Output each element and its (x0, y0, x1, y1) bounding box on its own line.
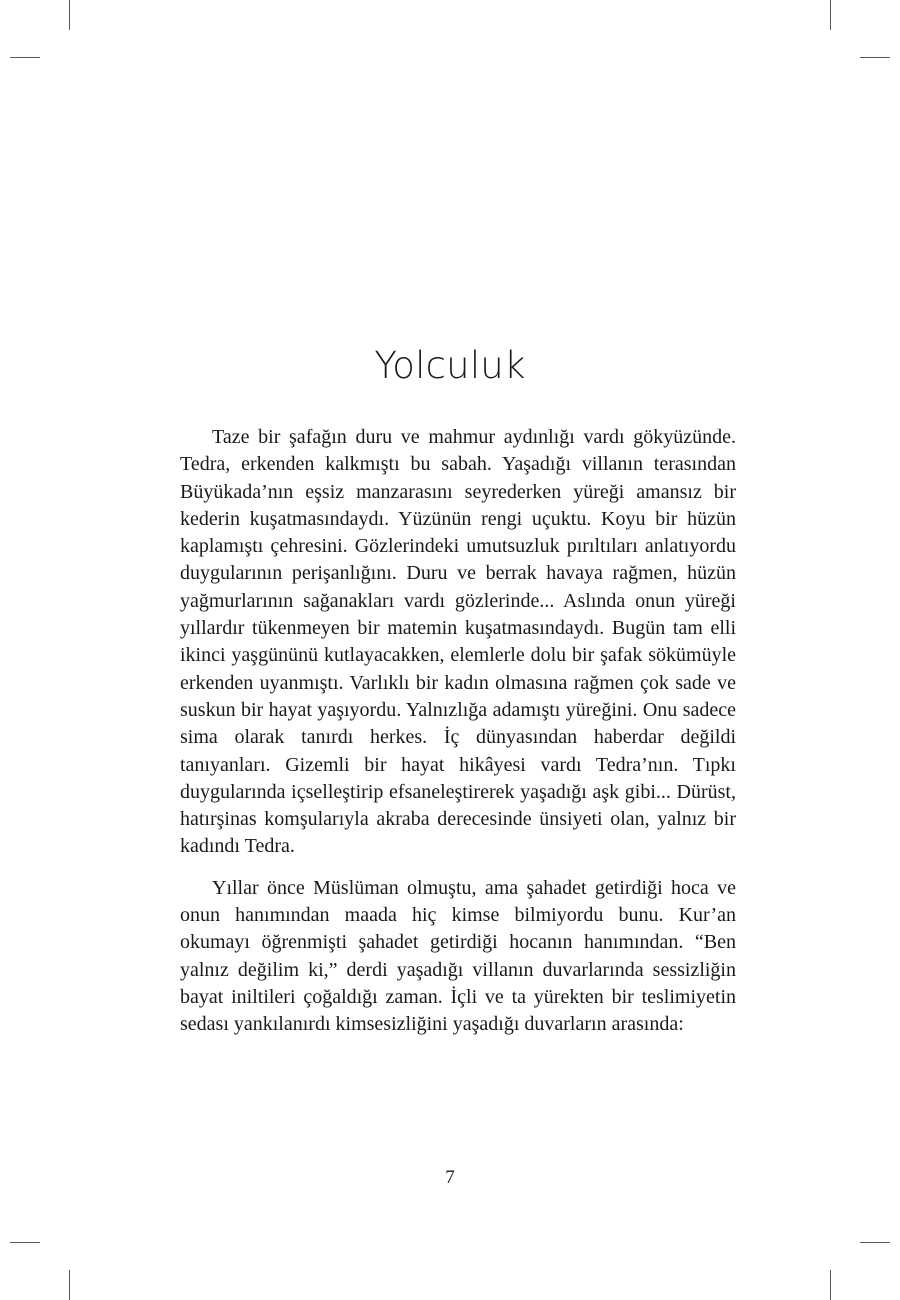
crop-mark-right-top (860, 57, 890, 58)
body-text (180, 424, 736, 1053)
crop-mark-right-bottom (860, 1242, 890, 1243)
crop-mark-top-right (830, 0, 831, 30)
chapter-title: Yolculuk (374, 344, 526, 387)
paragraph-1: Taze bir şafağın duru ve mahmur aydınlığı vardı gökyüzünde. Tedra, erkenden kalkmıştı bu sabah. Yaşadığı villanın terasından Büyükada’nın eşsiz manzarasını seyrederken yüreği amansız bir kederin kuşatmasındaydı. Yüzünün rengi uçuktu. Koyu bir hüzün kaplamıştı çehresini. Gözlerindeki umutsuzluk pırıltıları anlatıyordu duygularının perişanlığını. Duru ve berrak havaya rağmen, hüzün yağmurlarının sağanakları vardı gözlerinde... Aslında onun yüreği yıllardır tükenmeyen bir matemin kuşatmasındaydı. Bugün tam elli ikinci yaşgününü kutlayacakken, elemlerle dolu bir şafak sökümüyle erkenden uyanmıştı. Varlıklı bir kadın olmasına rağmen çok sade ve suskun bir hayat yaşıyordu. Yalnızlığa adamıştı yüreğini. Onu sadece sima olarak tanırdı herkes. İç dünyasından haberdar değildi tanıyanları. Gizemli bir hayat hikâyesi vardı Tedra’nın. Tıpkı duygularında içselleştirip efsaneleştirerek yaşadığı aşk gibi... Dürüst, hatırşinas komşularıyla akraba derecesinde ünsiyeti olan, yalnız bir kadındı Tedra. (180, 426, 736, 858)
crop-mark-top-left (69, 0, 70, 30)
paragraph-2: Yıllar önce Müslüman olmuştu, ama şahadet getirdiği hoca ve onun hanımından maada hiç kimse bilmiyordu bunu. Kur’an okumayı öğrenmişti şahadet getirdiği hocanın hanımından. “Ben yalnız değilim ki,” derdi yaşadığı villanın duvarlarında sessizliğin bayat iniltileri çoğaldığı zaman. İçli ve ta yürekten bir teslimiyetin sedası yankılanırdı kimsesizliğini yaşadığı duvarların arasında: (180, 876, 736, 1036)
crop-mark-left-top (10, 57, 40, 58)
page-number: 7 (445, 1167, 455, 1188)
crop-mark-left-bottom (10, 1242, 40, 1243)
crop-mark-bottom-left (69, 1270, 70, 1300)
crop-mark-bottom-right (830, 1270, 831, 1300)
